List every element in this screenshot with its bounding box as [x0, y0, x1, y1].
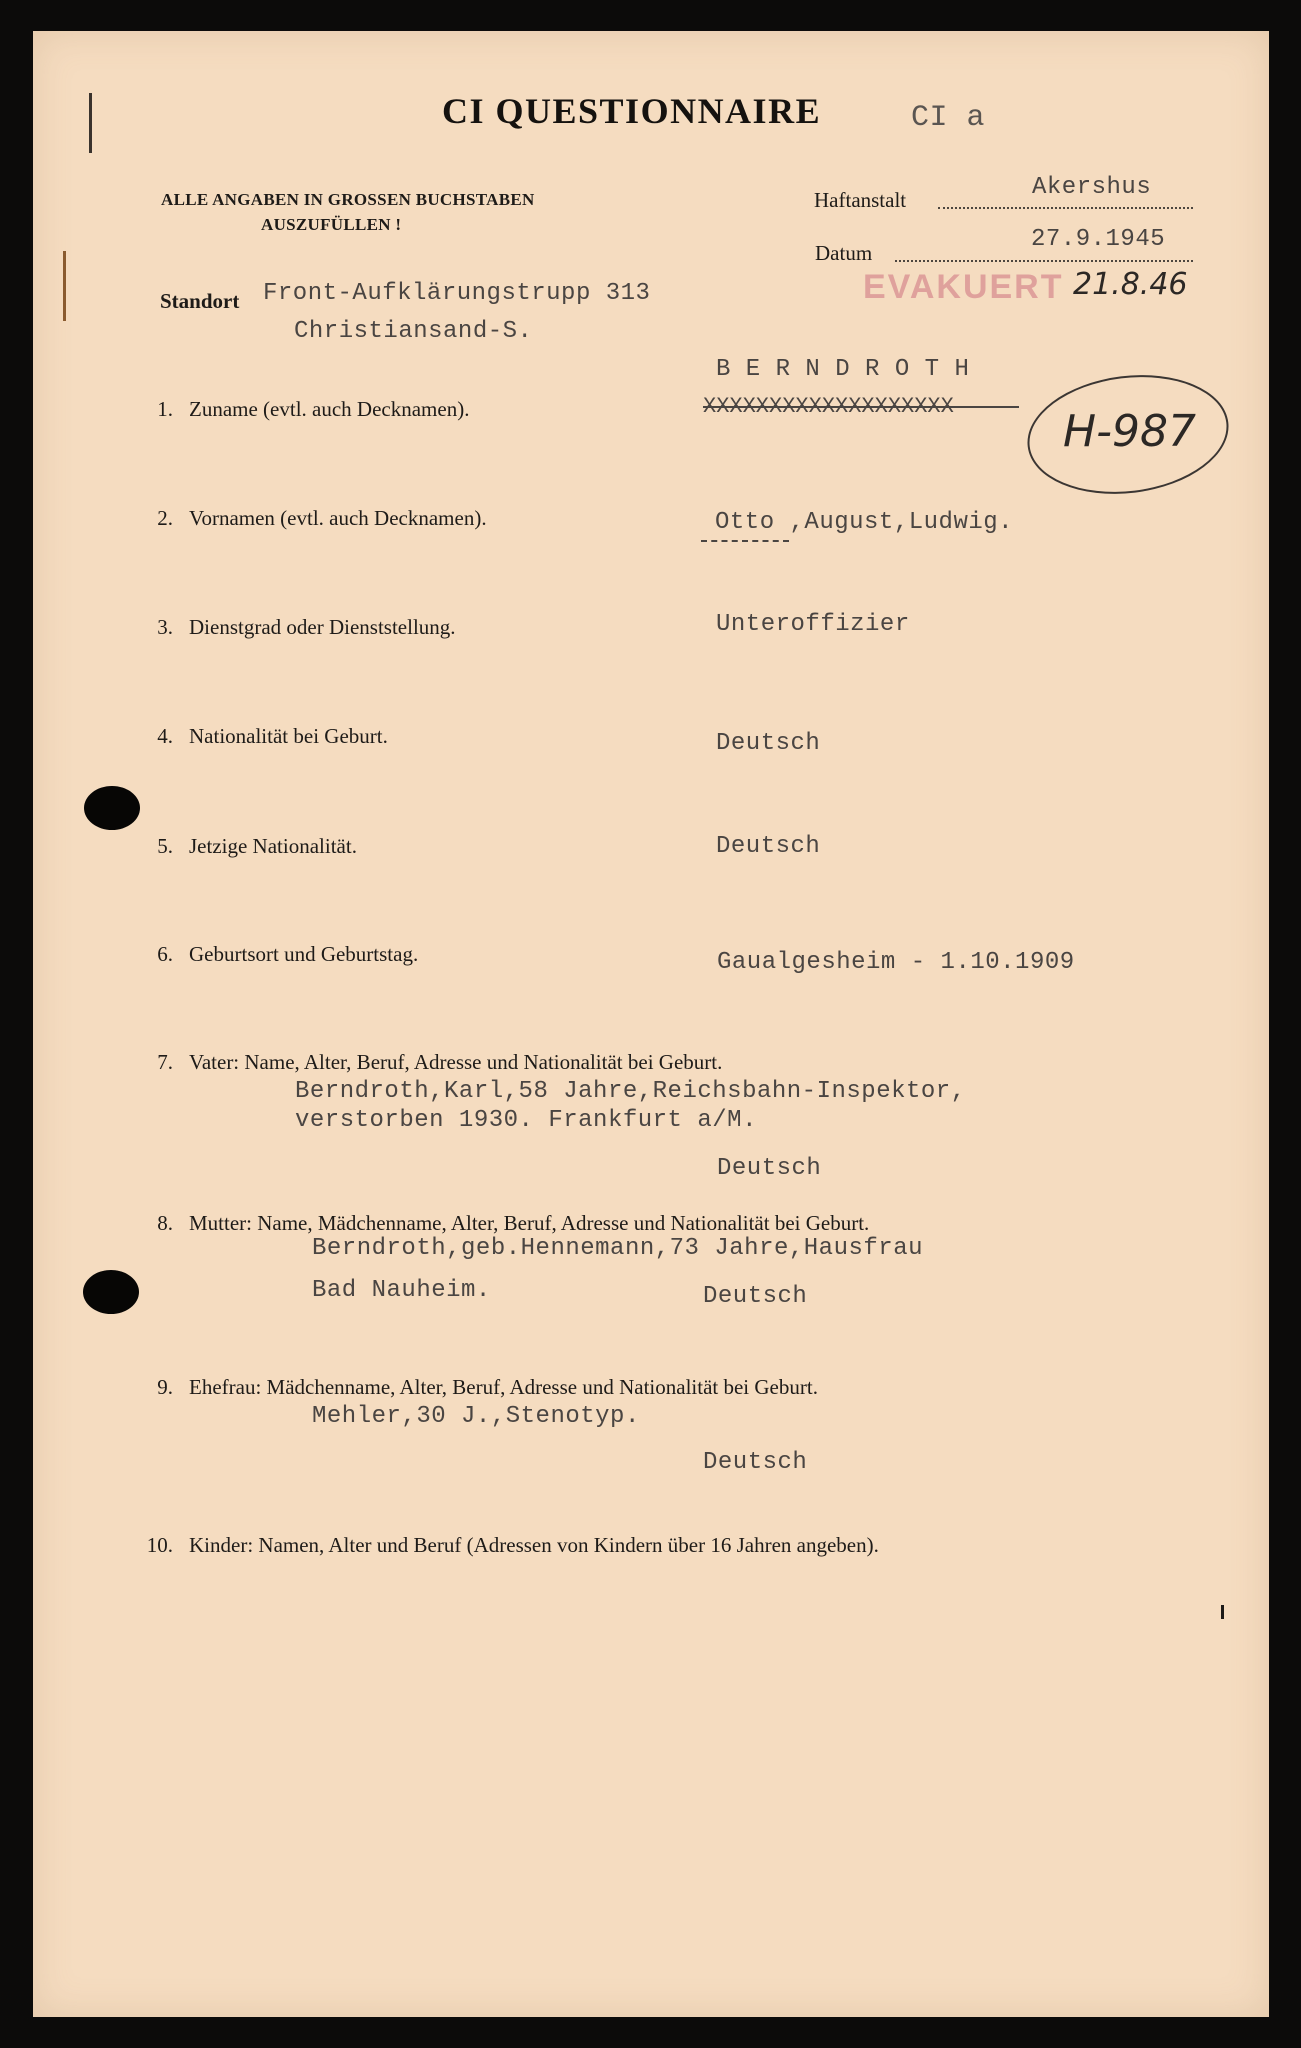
- question-8: [133, 1211, 869, 1236]
- answer-2: Otto ,August,Ludwig.: [715, 509, 1014, 536]
- questionnaire-sheet: [33, 31, 1269, 2017]
- margin-mark: [1221, 1605, 1224, 1619]
- standort-value-line-1: Front-Aufklärungstrupp 313: [263, 280, 651, 307]
- title-handwritten-mark: CI a: [911, 101, 986, 135]
- question-label: Vater: Name, Alter, Beruf, Adresse und Nationalität bei Geburt.: [189, 1050, 723, 1074]
- question-label: Kinder: Namen, Alter und Beruf (Adressen von Kindern über 16 Jahren angeben).: [189, 1533, 879, 1557]
- answer-7-nationality: Deutsch: [717, 1155, 822, 1182]
- question-number: 3.: [157, 615, 173, 639]
- answer-8-line-1: Berndroth,geb.Hennemann,73 Jahre,Hausfrau: [312, 1235, 923, 1262]
- answer-3: Unteroffizier: [716, 611, 910, 638]
- standort-value-line-2: Christiansand-S.: [294, 318, 533, 345]
- answer-9-nationality: Deutsch: [703, 1449, 808, 1476]
- answer-8-nationality: Deutsch: [703, 1283, 808, 1310]
- answer-9-line-1: Mehler,30 J.,Stenotyp.: [312, 1403, 640, 1430]
- question-9: [133, 1375, 818, 1400]
- strike-through-line: [703, 406, 1019, 408]
- datum-value: 27.9.1945: [1031, 226, 1166, 253]
- punch-hole: [83, 1270, 139, 1314]
- datum-label: Datum: [815, 241, 873, 265]
- question-label: Dienstgrad oder Dienststellung.: [189, 615, 456, 639]
- answer-6: Gaualgesheim - 1.10.1909: [717, 949, 1075, 976]
- answer-8-line-2: Bad Nauheim.: [312, 1277, 491, 1304]
- question-1: [133, 397, 469, 422]
- question-4: [133, 724, 388, 749]
- question-2: [133, 506, 487, 531]
- evakuert-stamp: EVAKUERT: [863, 268, 1064, 306]
- answer-5: Deutsch: [716, 833, 821, 860]
- page-title: CI QUESTIONNAIRE: [442, 91, 822, 131]
- question-5: [133, 834, 357, 859]
- file-number: H-987: [1063, 406, 1196, 457]
- datum-dotted-line: [895, 260, 1193, 262]
- question-number: 5.: [157, 834, 173, 858]
- answer-2-underline: [701, 540, 789, 542]
- instruction-line-1: ALLE ANGABEN IN GROSSEN BUCHSTABEN: [161, 190, 535, 209]
- question-number: 7.: [157, 1050, 173, 1074]
- question-10: [133, 1533, 879, 1558]
- question-number: 1.: [157, 397, 173, 421]
- question-number: 9.: [157, 1375, 173, 1399]
- stamp-handwritten-date: 21.8.46: [1073, 267, 1188, 302]
- question-label: Mutter: Name, Mädchenname, Alter, Beruf, Adresse und Nationalität bei Geburt.: [189, 1211, 870, 1235]
- question-label: Geburtsort und Geburtstag.: [189, 942, 419, 966]
- margin-mark: [89, 93, 92, 153]
- answer-7-line-1: Berndroth,Karl,58 Jahre,Reichsbahn-Inspektor,: [295, 1078, 966, 1105]
- answer-4: Deutsch: [716, 730, 821, 757]
- instruction-line-2: AUSZUFÜLLEN !: [261, 215, 402, 234]
- answer-1-struck-text: XXXXXXXXXXXXXXXXXXX: [703, 394, 954, 419]
- standort-label: Standort: [160, 289, 240, 313]
- answer-1: B E R N D R O T H: [716, 356, 970, 383]
- question-label: Jetzige Nationalität.: [189, 834, 357, 858]
- haftanstalt-value: Akershus: [1032, 174, 1152, 201]
- haftanstalt-label: Haftanstalt: [814, 188, 907, 212]
- margin-mark: [63, 251, 66, 321]
- question-label: Zuname (evtl. auch Decknamen).: [189, 397, 470, 421]
- question-7: [133, 1050, 722, 1075]
- question-number: 4.: [157, 724, 173, 748]
- question-number: 10.: [146, 1533, 173, 1557]
- punch-hole: [84, 786, 140, 830]
- question-label: Nationalität bei Geburt.: [189, 724, 388, 748]
- question-label: Ehefrau: Mädchenname, Alter, Beruf, Adresse und Nationalität bei Geburt.: [189, 1375, 818, 1399]
- question-number: 2.: [157, 506, 173, 530]
- question-number: 6.: [157, 942, 173, 966]
- question-number: 8.: [157, 1211, 173, 1235]
- answer-7-line-2: verstorben 1930. Frankfurt a/M.: [295, 1107, 757, 1134]
- question-3: [133, 615, 456, 640]
- question-label: Vornamen (evtl. auch Decknamen).: [189, 506, 487, 530]
- haftanstalt-dotted-line: [938, 207, 1193, 209]
- question-6: [133, 942, 418, 967]
